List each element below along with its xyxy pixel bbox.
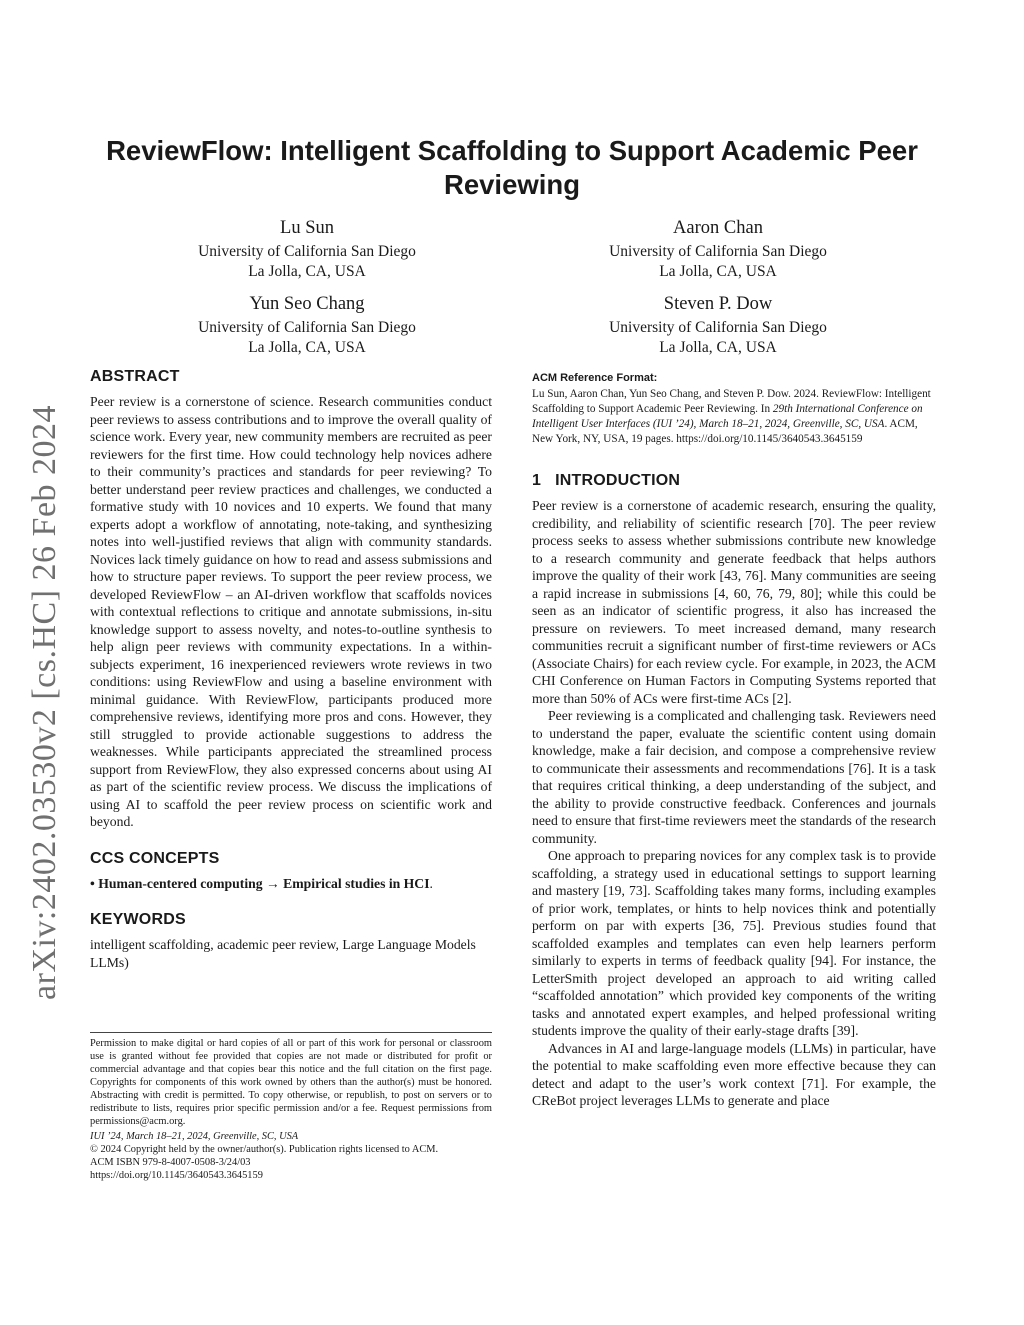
author-location: La Jolla, CA, USA [248,263,366,280]
introduction-heading [532,471,936,491]
author-affiliation: University of California San Diego [609,319,827,336]
right-column [532,371,936,1110]
section-title: INTRODUCTION [555,472,681,489]
intro-paragraph: One approach to preparing novices for any complex task is to provide scaffolding, a strategy used in educational settings to support learning and mastery [19, 73]. Scaffolding takes many forms, including examples of prior work, templates, or hints to help novices think and potentially perform on par with experts [36, 75]. Previous studies found that scaffolded examples and templates can even help learners perform similarly to experts in terms of feedback quality [94]. For instance, the LetterSmith project developed an approach to aid writing called “scaffolded annotation” which provided key components of the writing tasks and annotated expert examples, and helped professional writing students improve the quality of their early-stage drafts [39]. [532,848,936,1038]
permission-footnote [90,1032,492,1182]
author-location: La Jolla, CA, USA [659,263,777,280]
intro-paragraph: Peer review is a cornerstone of academic research, ensuring the quality, credibility, and reliability of scientific research [70]. The peer review process seeks to assess whether submissions contribute new knowledge to a research community and generate feedback that helps authors improve the quality of their work [43, 76]. Many communities are seeing a rapid increase in submissions [4, 60, 76, 79, 80]; while this could be seen as an indicator of scientific progress, it also has increased the pressure on reviewers. To meet increased demand, many research communities recruit a significant number of first-time reviewers or ACs (Associate Chairs) for each review cycle. For example, in 2023, the ACM CHI Conference on Human Factors in Computing Systems reported that more than 50% of ACs were first-time ACs [2]. [532,498,936,706]
permission-text: Permission to make digital or hard copies of all or part of this work for personal or classroom use is granted without fee provided that copies are not made or distributed for profit or commercial advantage and that copies bear this notice and the full citation on the first page. Copyrights for components of this work owned by others than the author(s) must be honored. Abstracting with credit is permitted. To copy otherwise, or republish, to post on servers or to redistribute to lists, requires prior specific permission and/or a fee. Request permissions from permissions@acm.org. [90,1038,492,1127]
author-affiliation: University of California San Diego [609,243,827,260]
venue-line: IUI ’24, March 18–21, 2024, Greenville, SC, USA [90,1131,299,1142]
intro-paragraph: Peer reviewing is a complicated and challenging task. Reviewers need to understand the paper, evaluate the scientific content using domain knowledge, make a fair decision, and compose a comprehensive review to communicate their assessments and recommendations [76]. It is a task that requires critical thinking, a deep understanding of the subject, and the ability to provide constructive feedback. Conferences and journals need to ensure that first-time reviewers meet the standards of the research community. [532,708,936,846]
left-column [90,367,492,971]
author-name: Lu Sun [280,218,334,238]
acm-reference-venue: 29th International Conference on Intelligent User Interfaces (IUI ’24), March 18–21, 2024, Greenville, SC, USA [532,403,923,430]
ccs-bullet: • [90,875,95,891]
author-block [97,292,517,358]
section-number: 1 [532,472,542,489]
author-name: Steven P. Dow [663,294,773,314]
ccs-concepts-heading: CCS CONCEPTS [90,849,220,867]
intro-paragraph: Advances in AI and large-language models (LLMs) in particular, have the potential to make scaffolding even more effective because they can detect and adapt to the user’s work context [71]. For example, the CReBot project leverages LLMs to generate and place [532,1040,936,1108]
author-location: La Jolla, CA, USA [248,339,366,356]
paper-title: ReviewFlow: Intelligent Scaffolding to Support Academic Peer Reviewing [106,135,918,200]
author-block [508,216,928,282]
acm-reference-text [532,387,936,447]
copyright-line: © 2024 Copyright held by the owner/author(s). Publication rights licensed to ACM. [90,1144,439,1155]
acm-reference-suffix: . ACM, New York, NY, USA, 19 pages. https://doi.org/10.1145/3640543.3645159 [532,418,918,445]
keywords-text: intelligent scaffolding, academic peer review, Large Language Models LLMs) [90,937,476,970]
author-block [97,216,517,282]
author-name: Yun Seo Chang [249,294,365,314]
doi-link[interactable]: https://doi.org/10.1145/3640543.3645159 [90,1170,263,1181]
ccs-concept: Human-centered computing → Empirical studies in HCI [98,875,430,891]
author-location: La Jolla, CA, USA [659,339,777,356]
keywords-heading: KEYWORDS [90,911,186,928]
author-affiliation: University of California San Diego [198,319,416,336]
acm-reference-label: ACM Reference Format: [532,372,658,384]
isbn-line: ACM ISBN 979-8-4007-0508-3/24/03 [90,1157,251,1168]
author-name: Aaron Chan [673,218,763,238]
author-affiliation: University of California San Diego [198,243,416,260]
abstract-heading: ABSTRACT [90,368,180,385]
author-block [508,292,928,358]
abstract-text: Peer review is a cornerstone of science. Research communities conduct peer reviews to assess contributions and to improve the overall quality of science work. Every year, new community members are recruited as peer reviewers for the first time. How could technology help novices adhere to their community’s practices and standards for peer reviewing? To better understand peer review practices and challenges, we conducted a formative study with 10 novices and 10 experts. We found that many experts adopt a workflow of annotating, note-taking, and synthesizing notes into well-justified reviews that align with community standards. Novices lack timely guidance on how to read and assess submissions and how to structure paper reviews. To support the peer review process, we developed ReviewFlow – an AI-driven workflow that scaffolds novices with contextual reflections to critique and annotate submissions, in-situ knowledge support to assess novelty, and notes-to-outline synthesis to help align peer reviews with community expectations. In a within-subjects experiment, 16 inexperienced reviewers wrote reviews in two conditions: using ReviewFlow and using a baseline environment with minimal guidance. With ReviewFlow, participants produced more comprehensive reviews, identifying more pros and cons. However, they still struggled to provide actionable suggestions to address the weaknesses. While participants appreciated the streamlined process support from ReviewFlow, they also expressed concerns about using AI as part of the scientific review process. We discuss the implications of using AI to scaffold the peer review process on scientific work and beyond. [90,394,492,829]
ccs-concepts-text [90,875,492,893]
ccs-end: . [429,875,433,891]
arxiv-identifier-stamp: arXiv:2402.03530v2 [cs.HC] 26 Feb 2024 [26,404,63,1000]
acm-reference-prefix: Lu Sun, Aaron Chan, Yun Seo Chang, and Steven P. Dow. 2024. ReviewFlow: Intelligent Scaffolding to Support Academic Peer Reviewing. In [532,388,931,415]
